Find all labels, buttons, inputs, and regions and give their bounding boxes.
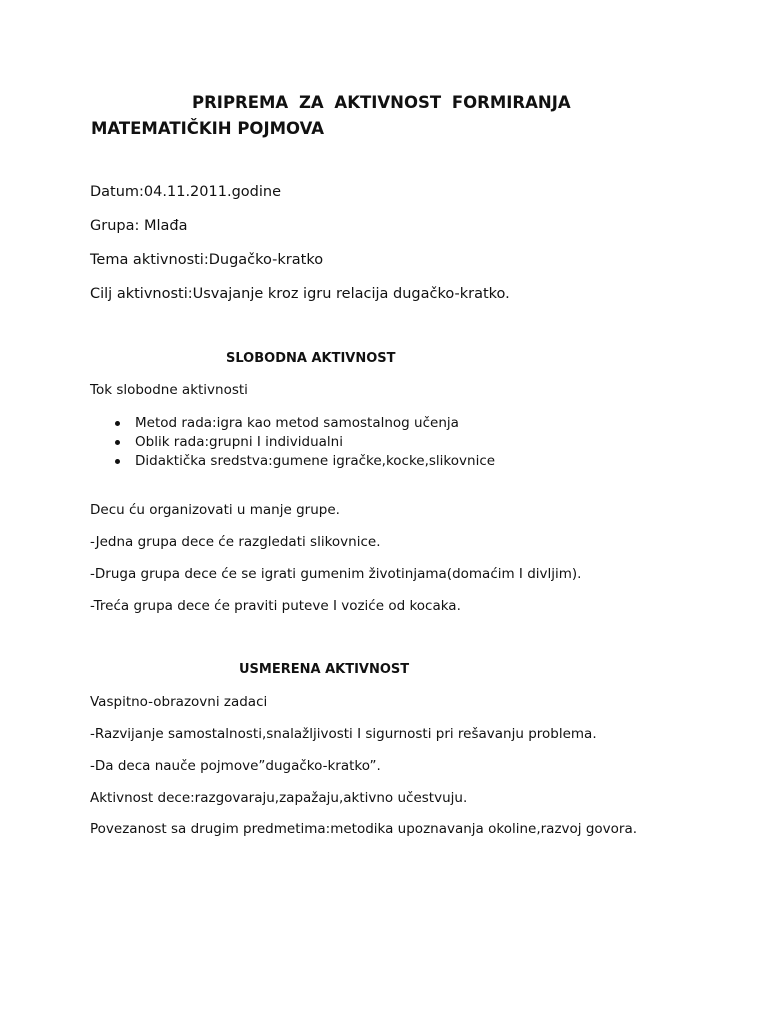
paragraph: -Treća grupa dece će praviti puteve I voziće od kocaka. bbox=[90, 598, 461, 614]
list-item-text: Oblik rada:grupni I individualni bbox=[135, 434, 343, 450]
bullet-icon bbox=[115, 459, 120, 464]
document-title bbox=[91, 90, 611, 142]
paragraph: Aktivnost dece:razgovaraju,zapažaju,aktivno učestvuju. bbox=[90, 790, 468, 806]
tok-label: Tok slobodne aktivnosti bbox=[90, 382, 248, 398]
bullet-icon bbox=[115, 421, 120, 426]
paragraph: Vaspitno-obrazovni zadaci bbox=[90, 694, 268, 710]
paragraph: -Druga grupa dece će se igrati gumenim životinjama(domaćim I divljim). bbox=[90, 566, 582, 582]
list-item bbox=[112, 433, 495, 452]
paragraph: Decu ću organizovati u manje grupe. bbox=[90, 502, 340, 518]
paragraph: Povezanost sa drugim predmetima:metodika upoznavanja okoline,razvoj govora. bbox=[90, 821, 638, 837]
section-heading-slobodna: SLOBODNA AKTIVNOST bbox=[226, 351, 396, 366]
paragraph: -Da deca nauče pojmove”dugačko-kratko”. bbox=[90, 758, 381, 774]
list-item-text: Didaktička sredstva:gumene igračke,kocke,slikovnice bbox=[135, 453, 496, 469]
paragraph: -Razvijanje samostalnosti,snalažljivosti I sigurnosti pri rešavanju problema. bbox=[90, 726, 597, 742]
info-datum: Datum:04.11.2011.godine bbox=[90, 184, 281, 200]
info-grupa: Grupa: Mlađa bbox=[90, 218, 188, 234]
bullet-icon bbox=[115, 440, 120, 445]
paragraph: -Jedna grupa dece će razgledati slikovnice. bbox=[90, 534, 381, 550]
title-line-2: MATEMATIČKIH POJMOVA bbox=[91, 119, 325, 138]
info-tema: Tema aktivnosti:Dugačko-kratko bbox=[90, 252, 324, 268]
info-cilj: Cilj aktivnosti:Usvajanje kroz igru relacija dugačko-kratko. bbox=[90, 286, 510, 302]
list-item bbox=[112, 414, 495, 433]
list-item bbox=[112, 452, 495, 471]
title-line-1: PRIPREMA ZA AKTIVNOST FORMIRANJA bbox=[192, 93, 571, 112]
list-item-text: Metod rada:igra kao metod samostalnog učenja bbox=[135, 415, 459, 431]
bullet-list bbox=[112, 414, 495, 471]
section-heading-usmerena: USMERENA AKTIVNOST bbox=[239, 662, 410, 677]
